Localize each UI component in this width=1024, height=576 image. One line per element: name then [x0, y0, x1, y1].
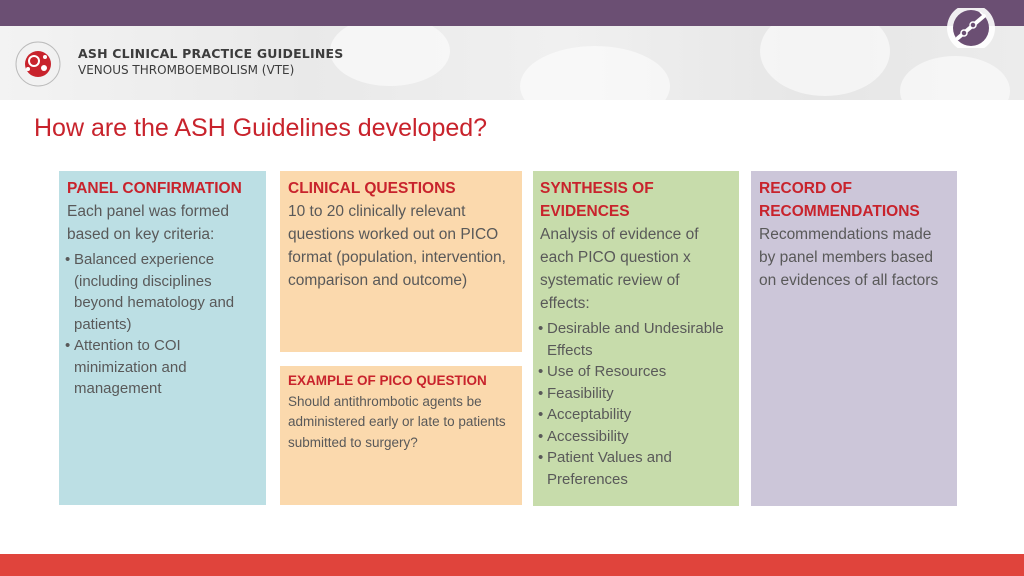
record-heading: RECORD OF RECOMMENDATIONS — [759, 180, 920, 220]
record-panel — [751, 171, 957, 506]
list-item: • Balanced experience (including disciplines beyond hematology and patients) — [67, 249, 258, 335]
page-title: How are the ASH Guidelines developed? — [34, 114, 488, 142]
list-item: • Attention to COI minimization and management — [67, 335, 258, 400]
synthesis-panel — [533, 171, 739, 506]
pico-example-heading: EXAMPLE OF PICO QUESTION — [288, 373, 487, 388]
pico-example-panel — [280, 366, 522, 505]
clinical-questions-body: 10 to 20 clinically relevant questions worked out on PICO format (population, intervention, comparison and outcome) — [288, 203, 506, 289]
list-item: • Desirable and Undesirable Effects — [540, 318, 731, 361]
list-item: • Patient Values and Preferences — [540, 447, 731, 490]
record-body: Recommendations made by panel members based on evidences of all factors — [759, 226, 939, 289]
clinical-questions-panel — [280, 171, 522, 352]
clinical-questions-heading: CLINICAL QUESTIONS — [288, 180, 456, 197]
logo-title: ASH CLINICAL PRACTICE GUIDELINES — [78, 46, 344, 61]
pico-example-body: Should antithrombotic agents be administered early or late to patients submitted to surgery? — [288, 393, 506, 450]
panel-confirmation — [59, 171, 266, 505]
panel-confirmation-heading: PANEL CONFIRMATION — [67, 180, 242, 197]
list-item: • Feasibility — [540, 383, 731, 405]
panel-confirmation-list — [67, 249, 258, 400]
bottom-bar — [0, 554, 1024, 576]
logo-subtitle: VENOUS THROMBOEMBOLISM (VTE) — [78, 63, 295, 77]
synthesis-list — [540, 318, 731, 490]
ash-logo-icon — [14, 38, 66, 90]
blood-vessel-icon — [946, 8, 996, 48]
list-item: • Acceptability — [540, 404, 731, 426]
synthesis-body: Analysis of evidence of each PICO question x systematic review of effects: — [540, 226, 699, 312]
top-bar — [0, 0, 1024, 26]
list-item: • Accessibility — [540, 426, 731, 448]
synthesis-heading: SYNTHESIS OF EVIDENCES — [540, 180, 654, 220]
list-item: • Use of Resources — [540, 361, 731, 383]
panel-confirmation-body: Each panel was formed based on key criteria: — [67, 203, 229, 243]
